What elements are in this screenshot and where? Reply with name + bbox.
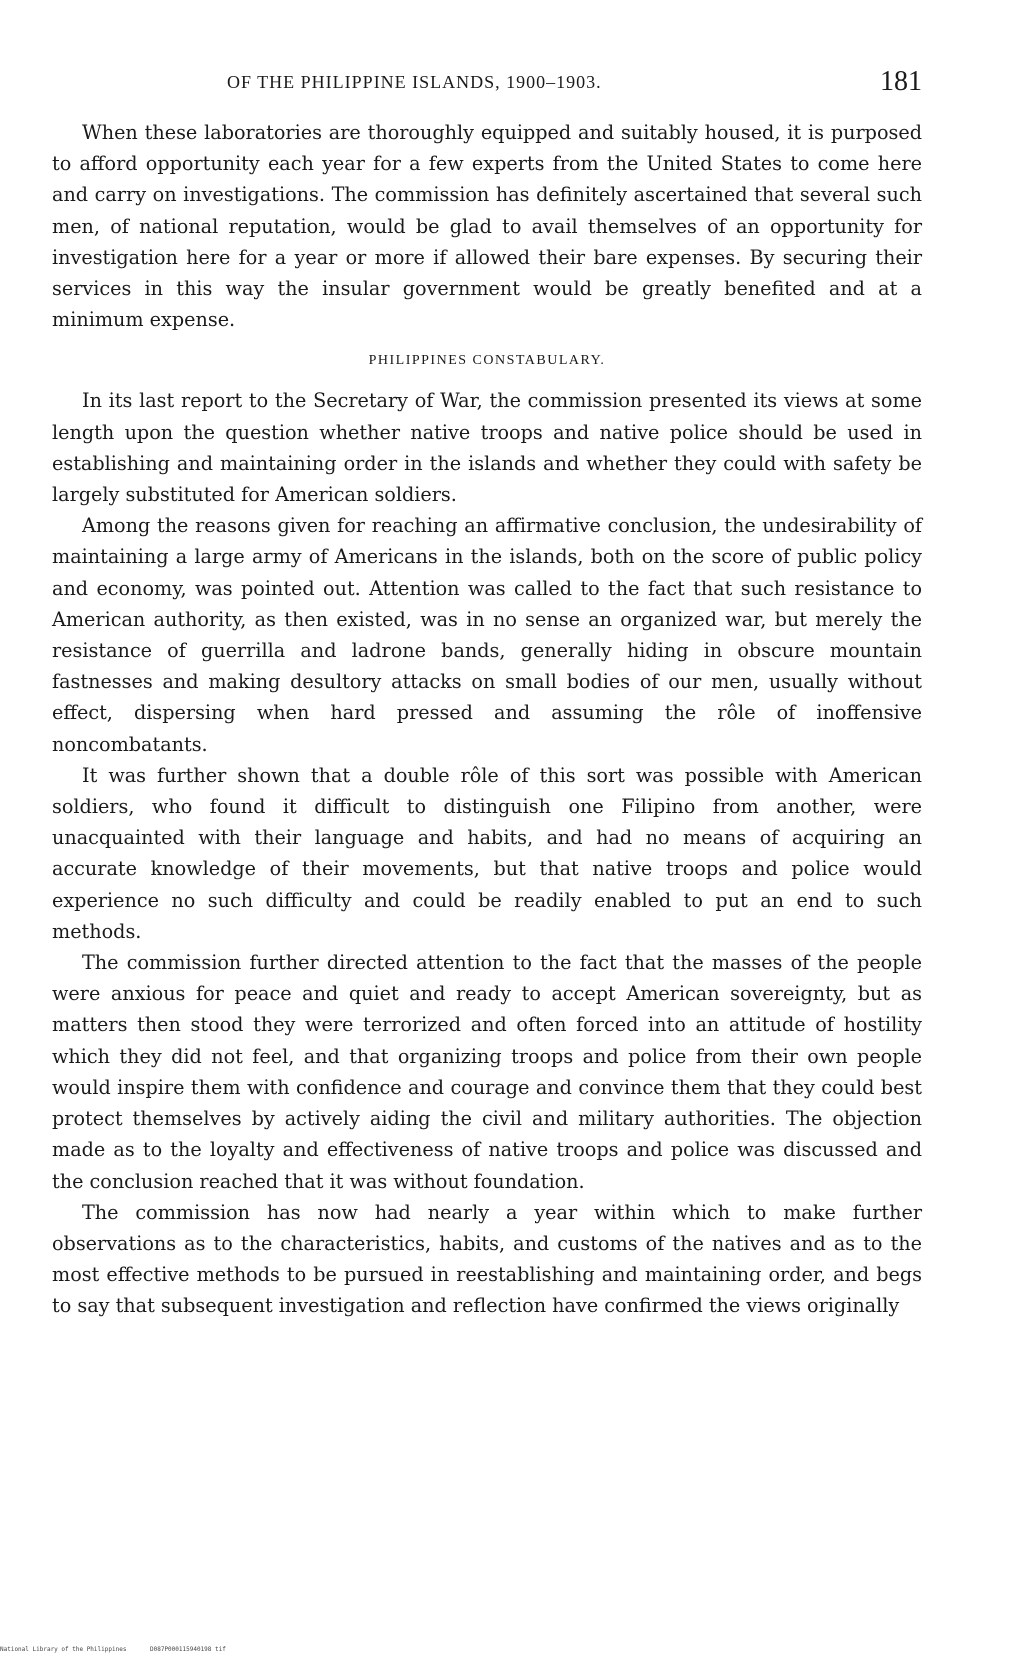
paragraph-double-role: It was further shown that a double rôle of this sort was possible with American soldiers, who found it difficult to distinguish one Filipino from another, were unacquainted with their language and habits, and had no means of acquiring an accurate knowledge of their movements, but that native troops and police would experience no such difficulty and could be readily enabled to put an end to such methods. [52,763,922,943]
paragraph-laboratories: When these laboratories are thoroughly equipped and suitably housed, it is purposed to afford opportunity each year for a few experts from the United States to come here and carry on investigations. The commission has definitely ascertained that several such men, of national reputation, would be glad to avail themselves of an opportunity for investigation here for a year or more if allowed their bare expenses. By securing their services in this way the insular government would be greatly benefited and at a minimum expense. [52,121,922,332]
body-text [52,117,922,1322]
page-number: 181 [880,66,922,97]
paragraph-masses: The commission further directed attention to the fact that the masses of the people were anxious for peace and quiet and ready to accept American sovereignty, but as matters then stood they were terrorized and often forced into an attitude of hostility which they did not feel, and that organizing troops and police from their own people would inspire them with confidence and courage and convince them that they could best protect themselves by actively aiding the civil and military authorities. The objection made as to the loyalty and effectiveness of native troops and police was discussed and the conclusion reached that it was without foundation. [52,951,922,1193]
paragraph-last-report: In its last report to the Secretary of War, the commission presented its views at some length upon the question whether native troops and native police should be used in establishing and maintaining order in the islands and whether they could with safety be largely substituted for American soldiers. [52,389,922,507]
paragraph-observations: The commission has now had nearly a year within which to make further observations as to the characteristics, habits, and customs of the natives and as to the most effective methods to be pursued in reestablishing and maintaining order, and begs to say that subsequent investigation and reflection have confirmed the views originally [52,1200,922,1318]
footer-library: National Library of the Philippines [0,1646,127,1653]
paragraph-reasons: Among the reasons given for reaching an affirmative conclusion, the undesirability of maintaining a large army of Americans in the islands, both on the score of public policy and economy, was pointed out. Attention was called to the fact that such resistance to American authority, as then existed, was in no sense an organized war, but merely the resistance of guerrilla and ladrone bands, generally hiding in obscure mountain fastnesses and making desultory attacks on small bodies of our men, usually without effect, dispersing when hard pressed and assuming the rôle of inoffensive noncombatants. [52,514,922,756]
section-heading: PHILIPPINES CONSTABULARY. [368,353,606,369]
running-title: OF THE PHILIPPINE ISLANDS, 1900–1903. [227,72,602,92]
footer-file-id: D087P000115940198 tif [150,1646,226,1653]
running-head [52,66,922,102]
